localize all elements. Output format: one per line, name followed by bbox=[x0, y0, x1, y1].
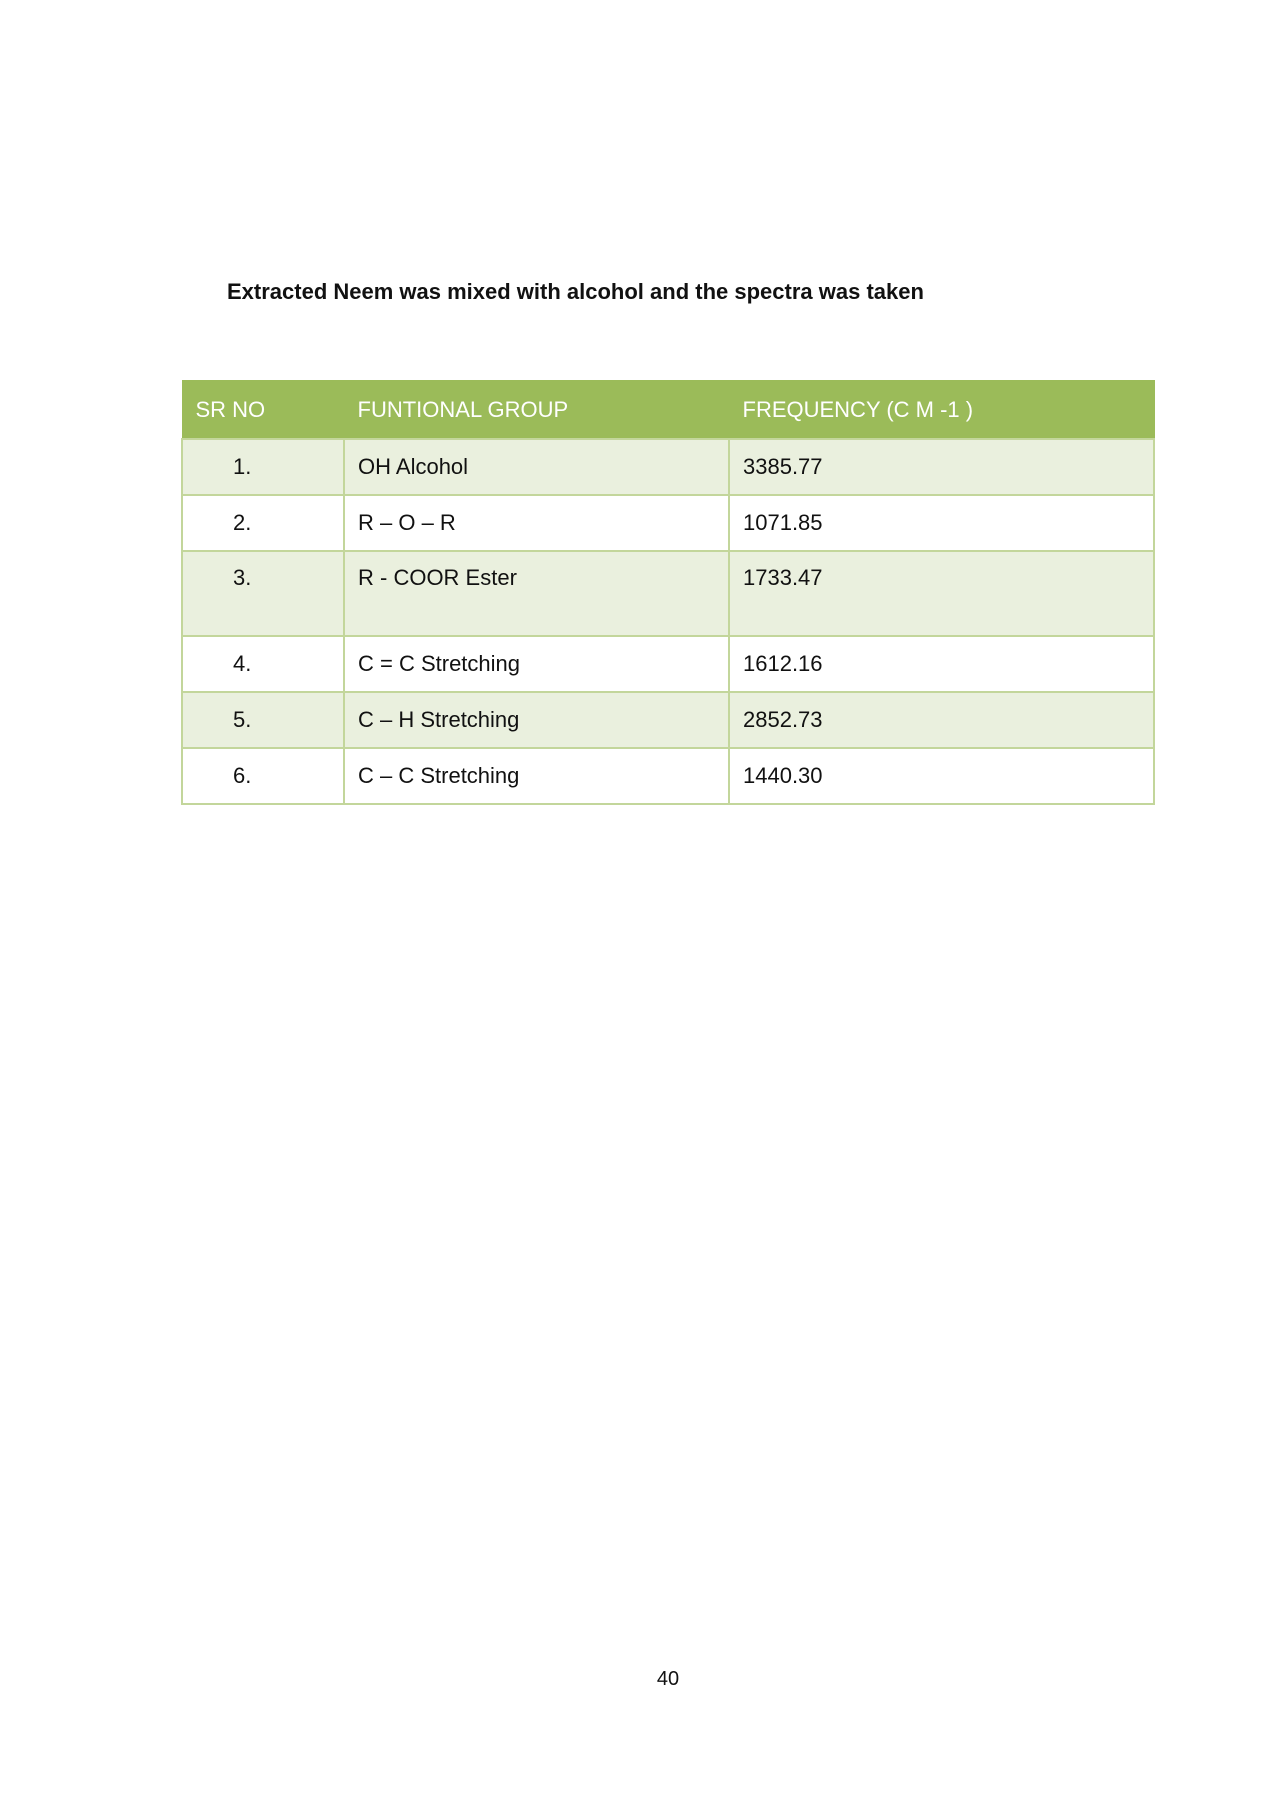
table-row bbox=[182, 495, 1154, 551]
cell-sr-no: 2. bbox=[182, 495, 344, 551]
cell-frequency: 1733.47 bbox=[729, 551, 1154, 636]
cell-sr-no: 6. bbox=[182, 748, 344, 804]
header-functional-group: FUNTIONAL GROUP bbox=[344, 381, 729, 440]
page-number: 40 bbox=[656, 1668, 680, 1690]
cell-frequency: 3385.77 bbox=[729, 439, 1154, 495]
cell-functional-group: C – H Stretching bbox=[344, 692, 729, 748]
cell-sr-no: 5. bbox=[182, 692, 344, 748]
table-row bbox=[182, 692, 1154, 748]
cell-frequency: 1440.30 bbox=[729, 748, 1154, 804]
header-sr-no: SR NO bbox=[182, 381, 344, 440]
cell-functional-group: C – C Stretching bbox=[344, 748, 729, 804]
cell-functional-group: R - COOR Ester bbox=[344, 551, 729, 636]
table-row bbox=[182, 748, 1154, 804]
cell-frequency: 1071.85 bbox=[729, 495, 1154, 551]
cell-sr-no: 1. bbox=[182, 439, 344, 495]
cell-sr-no: 3. bbox=[182, 551, 344, 636]
functional-group-table bbox=[181, 380, 1155, 805]
page-heading: Extracted Neem was mixed with alcohol and the spectra was taken bbox=[227, 279, 924, 304]
table-header-row bbox=[182, 381, 1154, 440]
cell-sr-no: 4. bbox=[182, 636, 344, 692]
table-row bbox=[182, 551, 1154, 636]
cell-functional-group: R – O – R bbox=[344, 495, 729, 551]
table-row bbox=[182, 439, 1154, 495]
cell-frequency: 1612.16 bbox=[729, 636, 1154, 692]
table-row bbox=[182, 636, 1154, 692]
cell-functional-group: OH Alcohol bbox=[344, 439, 729, 495]
cell-frequency: 2852.73 bbox=[729, 692, 1154, 748]
header-frequency: FREQUENCY (C M -1 ) bbox=[729, 381, 1154, 440]
cell-functional-group: C = C Stretching bbox=[344, 636, 729, 692]
